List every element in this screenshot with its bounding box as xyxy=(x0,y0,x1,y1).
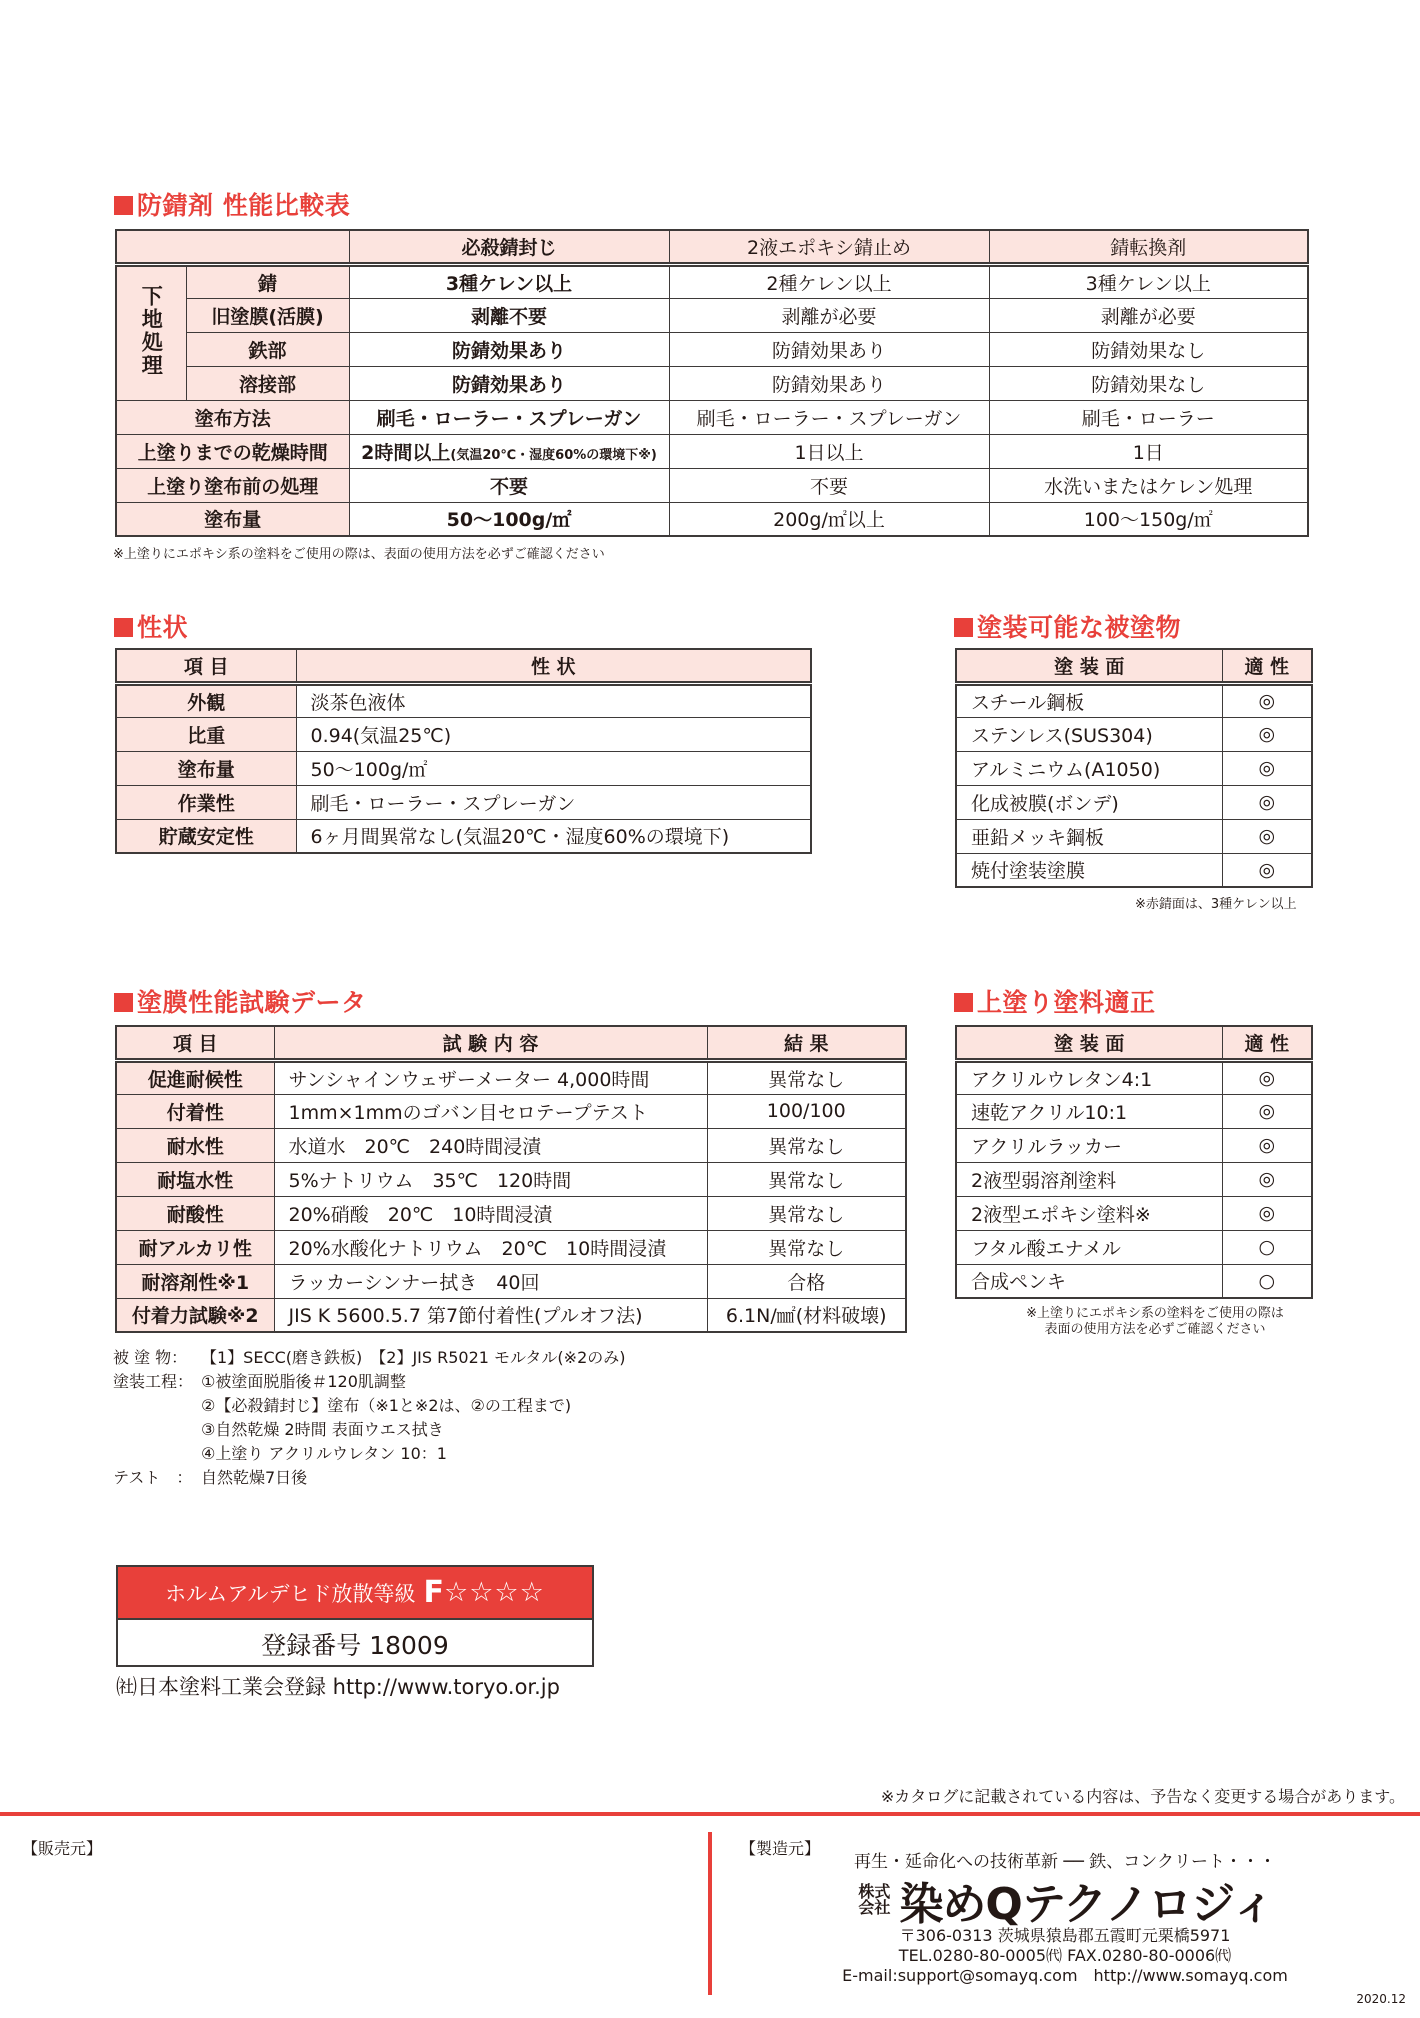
footer-vertical-divider xyxy=(708,1832,712,1995)
test-conditions xyxy=(113,1346,626,1490)
formaldehyde-grade-box xyxy=(116,1565,594,1667)
cell: 異常なし xyxy=(707,1060,906,1094)
company-web: E-mail:support@somayq.com http://www.somayq.com xyxy=(842,1966,1288,1985)
cell: 3種ケレン以上 xyxy=(349,264,669,298)
condition-substrate: 被 塗 物： 【1】SECC(磨き鉄板) 【2】JIS R5021 モルタル(※2のみ) xyxy=(113,1348,626,1367)
cell: 速乾アクリル10:1 xyxy=(956,1094,1222,1128)
condition-process: 塗装工程： ①被塗面脱脂後＃120肌調整 xyxy=(113,1372,406,1391)
company-address: 〒306-0313 茨城県猿島郡五霞町元栗橋5971 xyxy=(899,1926,1231,1945)
table-row xyxy=(116,366,1308,400)
table-row xyxy=(116,264,1308,298)
cell: 刷毛・ローラー・スプレーガン xyxy=(296,785,811,819)
square-bullet-icon xyxy=(114,196,133,215)
table-row xyxy=(116,1196,906,1230)
rating: ◎ xyxy=(1222,853,1312,887)
cell: フタル酸エナメル xyxy=(956,1230,1222,1264)
row-label: 外観 xyxy=(116,683,296,717)
row-label: 上塗り塗布前の処理 xyxy=(116,468,349,502)
column-header: 必殺錆封じ xyxy=(349,230,669,264)
column-header: 結 果 xyxy=(707,1026,906,1060)
cell: アクリルラッカー xyxy=(956,1128,1222,1162)
cell: サンシャインウェザーメーター 4,000時間 xyxy=(274,1060,707,1094)
cell: 剥離が必要 xyxy=(669,298,989,332)
company-type: 株式 会社 xyxy=(858,1882,891,1917)
cell: 50〜100g/㎡ xyxy=(349,502,669,536)
square-bullet-icon xyxy=(114,993,133,1012)
cell: 0.94(気温25℃) xyxy=(296,717,811,751)
square-bullet-icon xyxy=(954,993,973,1012)
cell: 防錆効果あり xyxy=(669,332,989,366)
group-label: 下地処理 xyxy=(116,264,186,400)
cell: 刷毛・ローラー・スプレーガン xyxy=(669,400,989,434)
cell: 不要 xyxy=(349,468,669,502)
row-label: 促進耐候性 xyxy=(116,1060,274,1094)
cell: 防錆効果あり xyxy=(349,332,669,366)
formaldehyde-grade-banner: ホルムアルデヒド放散等級 F ☆☆☆☆ xyxy=(118,1567,592,1618)
topcoats-title: 上塗り塗料適正 xyxy=(954,988,1156,1018)
table-row xyxy=(956,1230,1312,1264)
condition-test: テスト ： 自然乾燥7日後 xyxy=(113,1468,308,1487)
column-header: 適 性 xyxy=(1222,1026,1312,1060)
cell: 異常なし xyxy=(707,1230,906,1264)
cell: 合格 xyxy=(707,1264,906,1298)
cell: 100/100 xyxy=(707,1094,906,1128)
cell-note: (気温20℃・湿度60%の環境下※) xyxy=(450,447,657,463)
rating: ◎ xyxy=(1222,1162,1312,1196)
rating: ◎ xyxy=(1222,751,1312,785)
row-label: 耐アルカリ性 xyxy=(116,1230,274,1264)
comparison-table xyxy=(115,229,1309,537)
cell: 不要 xyxy=(669,468,989,502)
rating: ◎ xyxy=(1222,819,1312,853)
cell: 50〜100g/㎡ xyxy=(296,751,811,785)
properties-title: 性状 xyxy=(114,613,188,643)
substrates-title: 塗装可能な被塗物 xyxy=(954,613,1181,643)
row-label: 比重 xyxy=(116,717,296,751)
film-tests-table xyxy=(115,1025,907,1333)
cell: 異常なし xyxy=(707,1162,906,1196)
table-row xyxy=(956,751,1312,785)
grade-letter: F xyxy=(423,1575,444,1610)
cell: 淡茶色液体 xyxy=(296,683,811,717)
topcoats-table xyxy=(955,1025,1313,1299)
registration-number: 登録番号 18009 xyxy=(118,1618,592,1667)
table-row xyxy=(956,1196,1312,1230)
square-bullet-icon xyxy=(114,618,133,637)
cell: 20%水酸化ナトリウム 20℃ 10時間浸漬 xyxy=(274,1230,707,1264)
catalog-disclaimer: ※カタログに記載されている内容は、予告なく変更する場合があります。 xyxy=(880,1787,1405,1806)
table-row xyxy=(116,434,1308,468)
table-row xyxy=(116,502,1308,536)
rating: ◎ xyxy=(1222,717,1312,751)
cell: 2液型エポキシ塗料※ xyxy=(956,1196,1222,1230)
maker-tagline: 再生・延命化への技術革新 ── 鉄、コンクリート・・・ xyxy=(854,1852,1276,1872)
table-row xyxy=(116,1162,906,1196)
table-row xyxy=(116,468,1308,502)
company-name: 染めQテクノロジィ xyxy=(899,1879,1275,1930)
cell: 異常なし xyxy=(707,1196,906,1230)
cell: 焼付塗装塗膜 xyxy=(956,853,1222,887)
row-label: 塗布量 xyxy=(116,502,349,536)
table-row xyxy=(956,1128,1312,1162)
table-row xyxy=(116,1094,906,1128)
row-label: 上塗りまでの乾燥時間 xyxy=(116,434,349,468)
table-row xyxy=(116,751,811,785)
comparison-footnote: ※上塗りにエポキシ系の塗料をご使用の際は、表面の使用方法を必ずご確認ください xyxy=(113,547,605,562)
cell: スチール鋼板 xyxy=(956,683,1222,717)
cell: 亜鉛メッキ鋼板 xyxy=(956,819,1222,853)
row-label: 塗布方法 xyxy=(116,400,349,434)
cell: 防錆効果あり xyxy=(349,366,669,400)
cell: 1日以上 xyxy=(669,434,989,468)
cell: 水洗いまたはケレン処理 xyxy=(989,468,1308,502)
row-label: 耐酸性 xyxy=(116,1196,274,1230)
cell: 6ヶ月間異常なし(気温20℃・湿度60%の環境下) xyxy=(296,819,811,853)
substrates-footnote: ※赤錆面は、3種ケレン以上 xyxy=(1135,897,1297,912)
row-label: 耐水性 xyxy=(116,1128,274,1162)
table-row xyxy=(956,1264,1312,1298)
cell: 100〜150g/㎡ xyxy=(989,502,1308,536)
topcoats-footnote: ※上塗りにエポキシ系の塗料をご使用の際は 表面の使用方法を必ずご確認ください xyxy=(1026,1306,1284,1337)
row-label: 作業性 xyxy=(116,785,296,819)
condition-process-step: ④上塗り アクリルウレタン 10：1 xyxy=(201,1444,447,1463)
table-row xyxy=(116,1264,906,1298)
cell: 3種ケレン以上 xyxy=(989,264,1308,298)
rating: ◎ xyxy=(1222,1060,1312,1094)
table-header-row xyxy=(956,1026,1312,1060)
film-tests-title: 塗膜性能試験データ xyxy=(114,988,367,1018)
seller-label: 【販売元】 xyxy=(22,1839,103,1858)
comparison-title: 防錆剤 性能比較表 xyxy=(114,191,350,221)
cell: 防錆効果なし xyxy=(989,366,1308,400)
rating: ◎ xyxy=(1222,1196,1312,1230)
cell: 6.1N/㎟(材料破壊) xyxy=(707,1298,906,1332)
cell: 刷毛・ローラー xyxy=(989,400,1308,434)
rating: ◎ xyxy=(1222,1094,1312,1128)
rating: ○ xyxy=(1222,1230,1312,1264)
company-logo xyxy=(830,1874,1300,1930)
cell: JIS K 5600.5.7 第7節付着性(プルオフ法) xyxy=(274,1298,707,1332)
table-header-row xyxy=(956,649,1312,683)
column-header: 2液エポキシ錆止め xyxy=(669,230,989,264)
rating: ○ xyxy=(1222,1264,1312,1298)
column-header: 塗 装 面 xyxy=(956,649,1222,683)
table-row xyxy=(116,1060,906,1094)
rating: ◎ xyxy=(1222,785,1312,819)
row-label: 付着性 xyxy=(116,1094,274,1128)
cell: 刷毛・ローラー・スプレーガン xyxy=(349,400,669,434)
star-icon: ☆☆☆☆ xyxy=(444,1577,545,1608)
maker-label: 【製造元】 xyxy=(740,1839,821,1858)
cell: 防錆効果あり xyxy=(669,366,989,400)
table-row xyxy=(116,785,811,819)
table-row xyxy=(116,1230,906,1264)
cell: 水道水 20℃ 240時間浸漬 xyxy=(274,1128,707,1162)
table-row xyxy=(956,717,1312,751)
column-header: 性 状 xyxy=(296,649,811,683)
table-row xyxy=(116,298,1308,332)
table-row xyxy=(956,1162,1312,1196)
cell: 剥離不要 xyxy=(349,298,669,332)
table-header-row xyxy=(116,649,811,683)
cell: 2種ケレン以上 xyxy=(669,264,989,298)
column-header: 錆転換剤 xyxy=(989,230,1308,264)
row-label: 溶接部 xyxy=(186,366,349,400)
table-row xyxy=(956,1094,1312,1128)
cell: 2時間以上(気温20℃・湿度60%の環境下※) xyxy=(349,434,669,468)
column-header: 項 目 xyxy=(116,1026,274,1060)
table-row xyxy=(116,1298,906,1332)
row-label: 耐塩水性 xyxy=(116,1162,274,1196)
table-row xyxy=(116,683,811,717)
column-header: 塗 装 面 xyxy=(956,1026,1222,1060)
table-header-row xyxy=(116,1026,906,1060)
cell: アルミニウム(A1050) xyxy=(956,751,1222,785)
substrates-table xyxy=(955,648,1313,888)
row-label: 耐溶剤性※1 xyxy=(116,1264,274,1298)
cell: ラッカーシンナー拭き 40回 xyxy=(274,1264,707,1298)
table-row xyxy=(116,819,811,853)
condition-process-step: ②【必殺錆封じ】塗布（※1と※2は、②の工程まで) xyxy=(201,1396,572,1415)
cell: 化成被膜(ボンデ) xyxy=(956,785,1222,819)
row-label: 塗布量 xyxy=(116,751,296,785)
cell: 20%硝酸 20℃ 10時間浸漬 xyxy=(274,1196,707,1230)
company-phone: TEL.0280-80-0005㈹ FAX.0280-80-0006㈹ xyxy=(898,1946,1232,1965)
row-label: 錆 xyxy=(186,264,349,298)
cell: 200g/㎡以上 xyxy=(669,502,989,536)
cell: 2液型弱溶剤塗料 xyxy=(956,1162,1222,1196)
publication-date: 2020.12 xyxy=(1356,1992,1406,2006)
row-label: 鉄部 xyxy=(186,332,349,366)
column-header: 適 性 xyxy=(1222,649,1312,683)
column-header: 試 験 内 容 xyxy=(274,1026,707,1060)
cell: 1mm×1mmのゴバン目セロテープテスト xyxy=(274,1094,707,1128)
condition-process-step: ③自然乾燥 2時間 表面ウエス拭き xyxy=(201,1420,444,1439)
cell: ステンレス(SUS304) xyxy=(956,717,1222,751)
table-row xyxy=(116,717,811,751)
cell: 防錆効果なし xyxy=(989,332,1308,366)
rating: ◎ xyxy=(1222,683,1312,717)
table-row xyxy=(116,1128,906,1162)
table-row xyxy=(956,819,1312,853)
cell: 剥離が必要 xyxy=(989,298,1308,332)
table-row xyxy=(116,332,1308,366)
table-row xyxy=(956,683,1312,717)
header-blank xyxy=(116,230,349,264)
table-row xyxy=(956,785,1312,819)
column-header: 項 目 xyxy=(116,649,296,683)
cell: アクリルウレタン4:1 xyxy=(956,1060,1222,1094)
properties-table xyxy=(115,648,812,854)
cell: 5%ナトリウム 35℃ 120時間 xyxy=(274,1162,707,1196)
footer-divider xyxy=(0,1812,1420,1816)
rating: ◎ xyxy=(1222,1128,1312,1162)
cell: 異常なし xyxy=(707,1128,906,1162)
square-bullet-icon xyxy=(954,618,973,637)
row-label: 付着力試験※2 xyxy=(116,1298,274,1332)
table-row xyxy=(956,1060,1312,1094)
row-label: 旧塗膜(活膜) xyxy=(186,298,349,332)
table-header-row xyxy=(116,230,1308,264)
association-registration: ㈳日本塗料工業会登録 http://www.toryo.or.jp xyxy=(116,1675,560,1699)
row-label: 貯蔵安定性 xyxy=(116,819,296,853)
cell: 1日 xyxy=(989,434,1308,468)
table-row xyxy=(956,853,1312,887)
table-row xyxy=(116,400,1308,434)
maker-info xyxy=(830,1847,1300,1986)
cell: 合成ペンキ xyxy=(956,1264,1222,1298)
